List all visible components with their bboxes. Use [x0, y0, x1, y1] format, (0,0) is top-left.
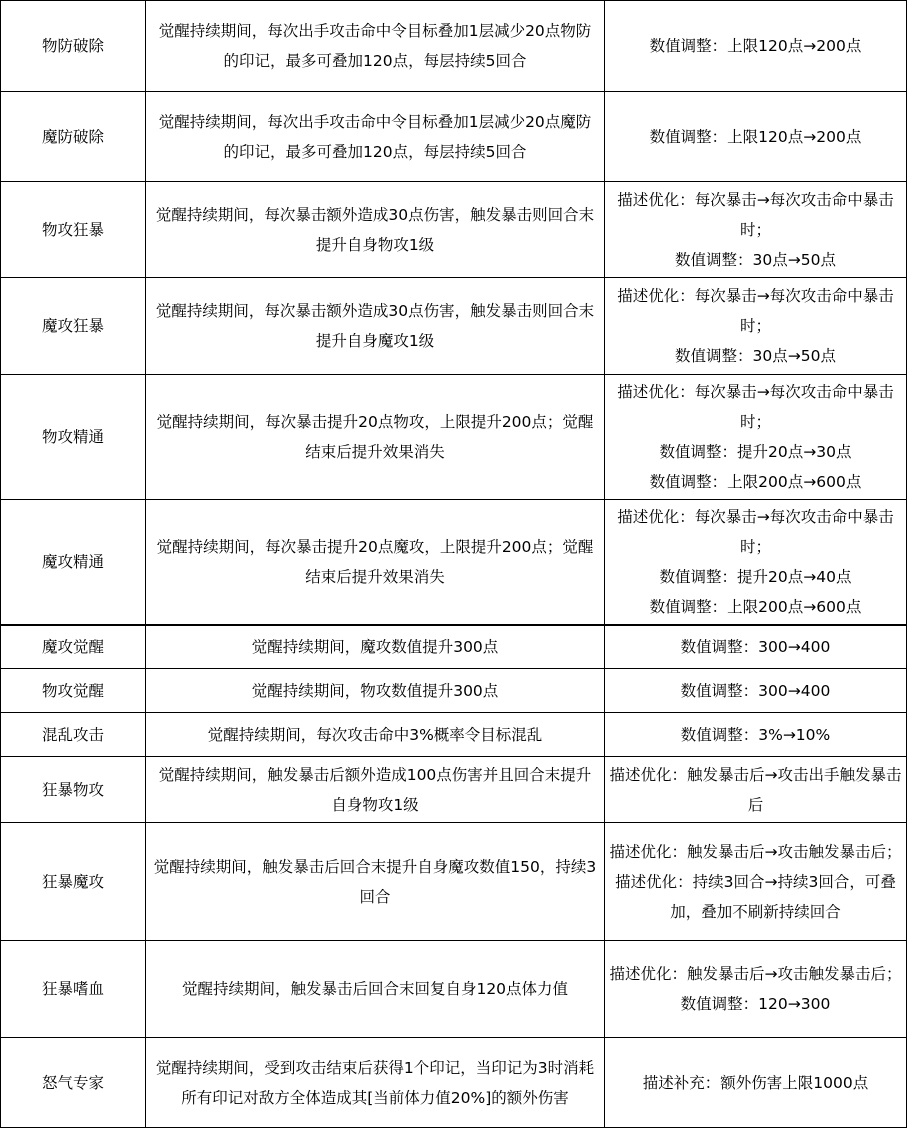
- skill-changes: [605, 1038, 907, 1128]
- change-line: 描述优化：每次暴击→每次攻击命中暴击时；: [617, 507, 894, 556]
- skill-changes: [605, 278, 907, 375]
- skill-changes: [605, 1, 907, 92]
- change-line: 描述优化：每次暴击→每次攻击命中暴击时；: [617, 190, 894, 239]
- skill-name: 物攻精通: [1, 375, 146, 500]
- skill-effect: 觉醒持续期间，每次暴击额外造成30点伤害，触发暴击则回合末提升自身物攻1级: [146, 182, 605, 278]
- skill-effect: 觉醒持续期间，每次攻击命中3%概率令目标混乱: [146, 713, 605, 757]
- skill-changes: [605, 182, 907, 278]
- change-line: 数值调整：30点→50点: [675, 347, 836, 365]
- table-row: [1, 669, 907, 713]
- change-line: 数值调整：提升20点→30点: [659, 443, 852, 461]
- skill-effect: 觉醒持续期间，触发暴击后额外造成100点伤害并且回合末提升自身物攻1级: [146, 757, 605, 823]
- skill-name: 狂暴物攻: [1, 757, 146, 823]
- skill-name: 物攻觉醒: [1, 669, 146, 713]
- table-row: [1, 92, 907, 182]
- change-line: 数值调整：提升20点→40点: [659, 567, 852, 586]
- skill-name: 狂暴魔攻: [1, 823, 146, 941]
- skill-name: 怒气专家: [1, 1038, 146, 1128]
- skill-name: 魔攻狂暴: [1, 278, 146, 375]
- table-row: [1, 823, 907, 941]
- skill-changes: [605, 669, 907, 713]
- change-line: 描述优化：每次暴击→每次攻击命中暴击时；: [617, 383, 894, 431]
- skill-name: 魔攻觉醒: [1, 625, 146, 669]
- table-row: [1, 713, 907, 757]
- table-row: [1, 941, 907, 1038]
- change-line: 数值调整：300→400: [680, 637, 831, 656]
- skill-changes: [605, 375, 907, 500]
- change-line: 描述补充：额外伤害上限1000点: [642, 1073, 869, 1092]
- skill-effect: 觉醒持续期间，每次暴击额外造成30点伤害，触发暴击则回合末提升自身魔攻1级: [146, 278, 605, 375]
- skill-name: 物防破除: [1, 1, 146, 92]
- change-line: 数值调整：上限120点→200点: [649, 37, 862, 55]
- table-row: [1, 1, 907, 92]
- change-line: 描述优化：触发暴击后→攻击出手触发暴击后: [609, 765, 902, 814]
- change-line: 数值调整：上限120点→200点: [649, 127, 862, 146]
- change-line: 数值调整：300→400: [680, 681, 831, 700]
- table-row: [1, 625, 907, 669]
- skill-name: 魔防破除: [1, 92, 146, 182]
- table-row: [1, 757, 907, 823]
- change-line: 描述优化：每次暴击→每次攻击命中暴击时；: [617, 287, 894, 335]
- skill-changes: [605, 757, 907, 823]
- skill-effect: 觉醒持续期间，触发暴击后回合末回复自身120点体力值: [146, 941, 605, 1038]
- change-line: 数值调整：上限200点→600点: [649, 473, 862, 491]
- table-row: [1, 1038, 907, 1128]
- skill-name: 混乱攻击: [1, 713, 146, 757]
- skill-name: 狂暴嗜血: [1, 941, 146, 1038]
- skill-effect: 觉醒持续期间，物攻数值提升300点: [146, 669, 605, 713]
- skill-name: 魔攻精通: [1, 500, 146, 625]
- skill-name: 物攻狂暴: [1, 182, 146, 278]
- skill-changes: [605, 92, 907, 182]
- table-row: [1, 500, 907, 625]
- change-line: 数值调整：3%→10%: [680, 725, 831, 744]
- skill-effect: 觉醒持续期间，触发暴击后回合末提升自身魔攻数值150，持续3回合: [146, 823, 605, 941]
- skill-changes: [605, 625, 907, 669]
- skill-changes: [605, 823, 907, 941]
- change-line: 描述优化：触发暴击后→攻击触发暴击后；: [609, 965, 902, 983]
- change-line: 描述优化：触发暴击后→攻击触发暴击后；: [609, 842, 902, 861]
- skill-effect: 觉醒持续期间，魔攻数值提升300点: [146, 625, 605, 669]
- skill-changes: [605, 713, 907, 757]
- table-row: [1, 182, 907, 278]
- change-line: 数值调整：上限200点→600点: [649, 597, 862, 616]
- skill-changes: [605, 500, 907, 625]
- skill-effect: 觉醒持续期间，每次出手攻击命中令目标叠加1层减少20点魔防的印记，最多可叠加120点，每层持续5回合: [146, 92, 605, 182]
- change-line: 数值调整：30点→50点: [675, 250, 836, 269]
- table-row: [1, 278, 907, 375]
- skill-changes: [605, 941, 907, 1038]
- skill-effect: 觉醒持续期间，每次出手攻击命中令目标叠加1层减少20点物防的印记，最多可叠加120点，每层持续5回合: [146, 1, 605, 92]
- skill-effect: 觉醒持续期间，受到攻击结束后获得1个印记，当印记为3时消耗所有印记对敌方全体造成其[当前体力值20%]的额外伤害: [146, 1038, 605, 1128]
- table-row: [1, 375, 907, 500]
- skill-effect: 觉醒持续期间，每次暴击提升20点魔攻，上限提升200点；觉醒结束后提升效果消失: [146, 500, 605, 625]
- change-line: 数值调整：120→300: [680, 995, 831, 1013]
- change-line: 描述优化：持续3回合→持续3回合，可叠加，叠加不刷新持续回合: [615, 872, 896, 921]
- skill-effect: 觉醒持续期间，每次暴击提升20点物攻，上限提升200点；觉醒结束后提升效果消失: [146, 375, 605, 500]
